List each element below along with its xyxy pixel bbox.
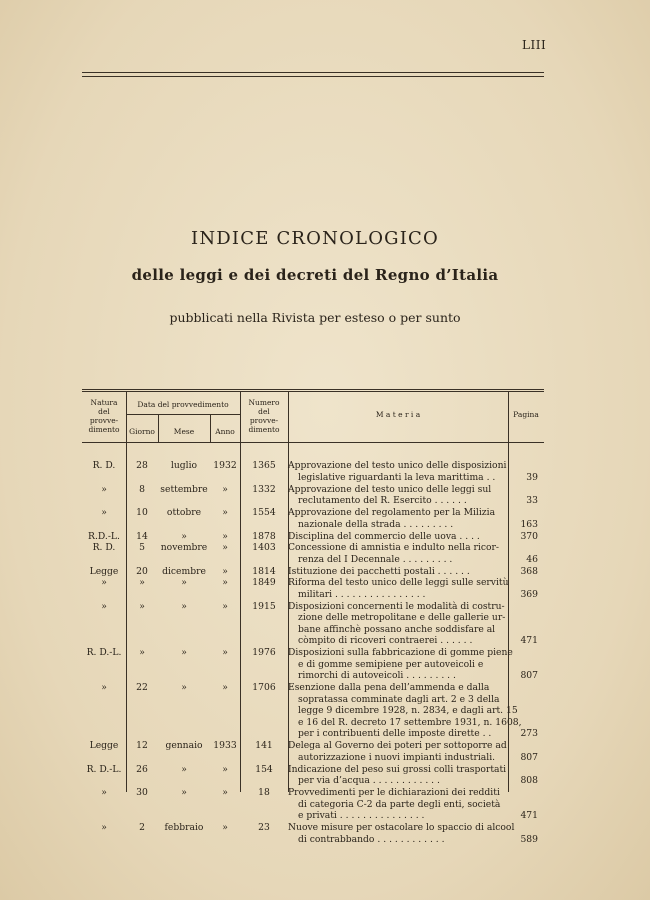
- materia-line: Disposizioni concernenti le modalità di costru-: [288, 600, 505, 612]
- cell-anno: »: [222, 577, 228, 588]
- page-subtitle-secondary: pubblicati nella Rivista per esteso o per sunto: [169, 310, 461, 325]
- materia-line: Delega al Governo dei poteri per sottoporre ad: [288, 740, 507, 751]
- cell-natura: R. D.: [92, 460, 116, 471]
- materia-line: Istituzione dei pacchetti postali . . . . . .: [288, 565, 470, 577]
- table-header: [82, 392, 544, 443]
- cell-mese: »: [181, 647, 187, 658]
- cell-anno: 1932: [213, 460, 237, 471]
- cell-anno: »: [222, 600, 228, 612]
- materia-line: Esenzione dalla pena dell’ammenda e dalla: [288, 682, 490, 693]
- cell-natura: »: [101, 600, 107, 612]
- cell-anno: »: [222, 763, 228, 775]
- cell-numero: 1878: [252, 530, 276, 542]
- header-anno: Anno: [215, 427, 235, 436]
- header-materia: M a t e r i a: [375, 410, 421, 419]
- cell-natura: »: [101, 682, 107, 693]
- cell-mese: »: [181, 787, 187, 798]
- materia-line: Provvedimenti per le dichiarazioni dei redditi: [288, 787, 500, 798]
- cell-anno: »: [222, 507, 228, 518]
- cell-giorno: 30: [136, 787, 148, 798]
- column-divider: [126, 392, 127, 792]
- cell-materia: [288, 647, 513, 682]
- cell-materia: [288, 682, 522, 740]
- cell-anno: »: [222, 542, 228, 553]
- cell-mese: settembre: [160, 483, 208, 495]
- header-subrule: [126, 414, 240, 415]
- cell-natura: »: [101, 577, 107, 588]
- cell-natura: »: [101, 822, 107, 833]
- cell-anno: 1933: [213, 740, 237, 751]
- cell-numero: 154: [255, 763, 273, 775]
- cell-pagina: 33: [526, 495, 538, 507]
- header-pagina: Pagina: [513, 410, 539, 419]
- cell-materia: [288, 601, 508, 647]
- cell-pagina: 471: [520, 810, 538, 822]
- materia-line: e 16 del R. decreto 17 settembre 1931, n. 1608,: [298, 716, 522, 728]
- column-divider: [240, 392, 241, 792]
- header-numero: Numero del provve- dimento: [248, 398, 280, 434]
- cell-mese: luglio: [170, 460, 198, 471]
- cell-mese: ottobre: [166, 507, 202, 518]
- cell-anno: »: [222, 530, 228, 542]
- cell-numero: 1976: [252, 647, 276, 658]
- cell-natura: R. D.: [92, 542, 116, 553]
- cell-pagina: 273: [520, 728, 538, 740]
- cell-materia: [288, 460, 508, 483]
- materia-line: Disposizioni sulla fabbricazione di gomme piene: [288, 647, 513, 658]
- cell-numero: 1365: [252, 460, 276, 471]
- materia-line: Approvazione del testo unico delle disposizioni: [288, 460, 507, 471]
- cell-numero: 1403: [252, 542, 276, 553]
- cell-natura: Legge: [89, 565, 119, 577]
- cell-mese: dicembre: [162, 565, 206, 577]
- materia-line: reclutamento del R. Esercito . . . . . .: [298, 495, 467, 507]
- cell-pagina: 471: [520, 635, 538, 647]
- cell-mese: »: [181, 577, 187, 588]
- page-subtitle: delle leggi e dei decreti del Regno d’Italia: [131, 266, 499, 284]
- cell-materia: [288, 566, 508, 578]
- materia-line: sopratassa comminate dagli art. 2 e 3 della: [298, 693, 500, 705]
- materia-line: Approvazione del regolamento per la Milizia: [288, 507, 496, 518]
- cell-pagina: 370: [520, 530, 538, 542]
- header-data: Data del provvedimento: [137, 400, 229, 409]
- cell-pagina: 46: [526, 553, 538, 565]
- cell-pagina: 39: [526, 471, 538, 483]
- cell-mese: »: [181, 530, 187, 542]
- materia-line: rimorchi di autoveicoli . . . . . . . . .: [298, 670, 456, 682]
- cell-numero: 1849: [252, 577, 276, 588]
- cell-mese: »: [181, 763, 187, 775]
- cell-mese: »: [181, 600, 187, 612]
- materia-line: per i contribuenti delle imposte dirette . .: [298, 728, 492, 740]
- cell-anno: »: [222, 822, 228, 833]
- materia-line: Approvazione del testo unico delle leggi sul: [288, 483, 492, 495]
- materia-line: Nuove misure per ostacolare lo spaccio di alcool: [288, 822, 515, 833]
- header-mese: Mese: [173, 427, 195, 436]
- cell-numero: 1706: [252, 682, 276, 693]
- cell-natura: »: [101, 507, 107, 518]
- cell-anno: »: [222, 787, 228, 798]
- cell-materia: [288, 740, 508, 763]
- cell-natura: »: [101, 483, 107, 495]
- materia-line: legislative riguardanti la leva marittima . .: [298, 471, 496, 483]
- page-number: LIII: [522, 38, 547, 52]
- cell-giorno: 5: [139, 542, 145, 553]
- cell-mese: novembre: [160, 542, 208, 553]
- cell-anno: »: [222, 647, 228, 658]
- cell-pagina: 163: [520, 518, 538, 530]
- cell-giorno: 26: [136, 763, 148, 775]
- materia-line: Riforma del testo unico delle leggi sulle servitù: [288, 577, 509, 588]
- cell-natura: R. D.-L.: [86, 763, 122, 775]
- header-natura: Natura del provve- dimento: [88, 398, 120, 434]
- cell-numero: 1554: [252, 507, 276, 518]
- header-giorno: Giorno: [129, 427, 155, 436]
- cell-mese: »: [181, 682, 187, 693]
- cell-numero: 141: [255, 740, 273, 751]
- cell-natura: »: [101, 787, 107, 798]
- cell-giorno: 22: [136, 682, 148, 693]
- cell-materia: [288, 542, 508, 565]
- materia-line: di categoria C-2 da parte degli enti, società: [298, 798, 501, 810]
- cell-giorno: 20: [136, 565, 148, 577]
- materia-line: e di gomme semipiene per autoveicoli e: [298, 658, 484, 670]
- cell-pagina: 808: [520, 775, 538, 787]
- materia-line: còmpito di ricoveri contraerei . . . . . .: [298, 635, 473, 647]
- cell-materia: [288, 764, 508, 787]
- cell-numero: 23: [258, 822, 270, 833]
- materia-line: Concessione di amnistia e indulto nella ricor-: [288, 542, 499, 553]
- materia-line: Disciplina del commercio delle uova . . . .: [288, 530, 480, 542]
- cell-giorno: 12: [136, 740, 148, 751]
- cell-materia: [288, 531, 508, 543]
- materia-line: renza del I Decennale . . . . . . . . .: [298, 553, 453, 565]
- materia-line: legge 9 dicembre 1928, n. 2834, e dagli art. 15: [298, 705, 518, 717]
- cell-pagina: 807: [520, 751, 538, 763]
- cell-giorno: »: [139, 577, 145, 588]
- cell-numero: 1915: [252, 600, 276, 612]
- cell-giorno: 2: [139, 822, 145, 833]
- materia-line: militari . . . . . . . . . . . . . . . .: [298, 588, 426, 600]
- materia-line: e privati . . . . . . . . . . . . . . .: [298, 810, 425, 822]
- column-divider: [158, 414, 159, 442]
- cell-mese: febbraio: [164, 822, 204, 833]
- materia-line: zione delle metropolitane e delle gallerie ur-: [298, 612, 506, 624]
- cell-anno: »: [222, 483, 228, 495]
- cell-mese: gennaio: [165, 740, 203, 751]
- materia-line: di contrabbando . . . . . . . . . . . .: [298, 833, 445, 845]
- column-divider: [210, 414, 211, 442]
- cell-pagina: 369: [520, 588, 538, 600]
- cell-materia: [288, 787, 508, 822]
- cell-natura: R. D.-L.: [86, 647, 122, 658]
- cell-giorno: 14: [136, 530, 148, 542]
- cell-giorno: 10: [136, 507, 148, 518]
- cell-materia: [288, 484, 508, 507]
- top-rule: [82, 72, 544, 73]
- cell-numero: 1332: [252, 483, 276, 495]
- cell-giorno: »: [139, 647, 145, 658]
- materia-line: autorizzazione i nuovi impianti industriali.: [298, 751, 496, 763]
- materia-line: nazionale della strada . . . . . . . . .: [298, 518, 454, 530]
- cell-pagina: 807: [520, 670, 538, 682]
- cell-anno: »: [222, 565, 228, 577]
- top-rule-double: [82, 76, 544, 77]
- cell-giorno: 8: [139, 483, 145, 495]
- materia-line: per via d’acqua . . . . . . . . . . . .: [298, 775, 440, 787]
- cell-materia: [288, 577, 508, 600]
- cell-anno: »: [222, 682, 228, 693]
- cell-natura: R.D.-L.: [88, 530, 120, 542]
- materia-line: Indicazione del peso sui grossi colli trasportati: [288, 763, 507, 775]
- cell-materia: [288, 822, 515, 845]
- cell-natura: Legge: [89, 740, 119, 751]
- table-top-rule: [82, 389, 544, 390]
- page-title: INDICE CRONOLOGICO: [191, 228, 439, 249]
- materia-line: bane affinchè possano anche soddisfare al: [298, 623, 496, 635]
- cell-numero: 18: [258, 787, 270, 798]
- cell-giorno: »: [139, 600, 145, 612]
- cell-numero: 1814: [252, 565, 276, 577]
- cell-materia: [288, 507, 508, 530]
- cell-giorno: 28: [136, 460, 148, 471]
- cell-pagina: 368: [520, 565, 538, 577]
- cell-pagina: 589: [520, 833, 538, 845]
